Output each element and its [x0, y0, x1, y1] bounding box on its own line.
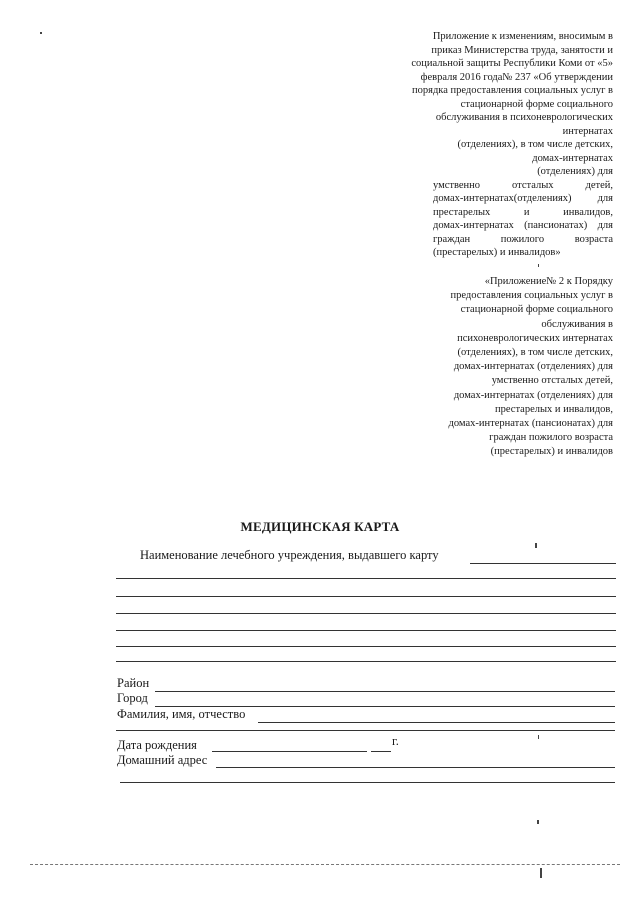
institution-label: Наименование лечебного учреждения, выдавшего карту — [140, 548, 439, 562]
order-note-line: умственно отсталых детей, — [491, 375, 613, 387]
order-note-line: престарелых и инвалидов, — [495, 403, 613, 415]
annex-note-justified-line: граждан пожилого возраста — [433, 233, 613, 245]
annex-note — [378, 30, 613, 260]
institution-field-line[interactable] — [116, 596, 616, 597]
page-edge-line — [30, 864, 620, 865]
annex-note-justified-line: умственно отсталых детей, — [433, 179, 613, 191]
home-address-field-line[interactable] — [120, 782, 615, 783]
birth-year-field-line[interactable] — [371, 751, 391, 752]
annex-note-line: Приложение к изменениям, вносимым в — [432, 31, 613, 42]
home-address-field-line[interactable] — [216, 767, 615, 768]
birth-date-label: Дата рождения — [117, 738, 197, 752]
district-field-line[interactable] — [155, 691, 615, 692]
order-note-line: домах-интернатах (отделениях) для — [453, 389, 613, 401]
home-address-label: Домашний адрес — [117, 753, 208, 767]
annex-note-line: стационарной форме социального — [460, 98, 613, 110]
order-note-line: обслуживания в — [541, 318, 613, 330]
scan-speck — [538, 264, 539, 267]
order-note-line: домах-интернатах (пансионатах) для — [448, 418, 613, 430]
order-note-line: «Приложение№ 2 к Порядку — [484, 276, 613, 287]
annex-note-justified-line: домах-интернатах(отделениях) для — [433, 193, 613, 204]
annex-note-line: (отделениях), в том числе детских, — [457, 139, 613, 150]
order-annex-note — [400, 275, 613, 460]
annex-note-justified-line: престарелых и инвалидов, — [433, 206, 613, 218]
order-note-line: стационарной форме социального — [460, 304, 613, 316]
scan-speck — [535, 543, 537, 548]
order-note-line: предоставления социальных услуг в — [450, 290, 613, 302]
institution-field-line[interactable] — [116, 646, 616, 647]
annex-note-line: (отделениях) для — [537, 166, 613, 177]
annex-note-line: интернатах — [562, 125, 613, 137]
annex-note-line: домах-интернатах — [532, 152, 613, 164]
order-note-line: психоневрологических интернатах — [457, 332, 613, 344]
annex-note-line: социальной защиты Республики Коми от «5» — [411, 58, 613, 69]
annex-note-justified-line: (престарелых) и инвалидов» — [433, 247, 561, 258]
order-note-line: (престарелых) и инвалидов — [490, 446, 613, 458]
city-label: Город — [117, 691, 148, 705]
order-note-line: (отделениях), в том числе детских, — [457, 347, 613, 359]
annex-note-line: порядка предоставления социальных услуг в — [412, 85, 613, 96]
order-note-line: домах-интернатах (отделениях) для — [453, 361, 613, 373]
district-label: Район — [117, 676, 150, 690]
institution-field-line[interactable] — [116, 613, 616, 614]
order-note-line: граждан пожилого возраста — [489, 432, 613, 444]
birth-date-field-line[interactable] — [212, 751, 367, 752]
document-title: МЕДИЦИНСКАЯ КАРТА — [240, 519, 400, 534]
scan-speck — [537, 820, 539, 824]
full-name-field-line[interactable] — [258, 722, 615, 723]
annex-note-line: приказ Министерства труда, занятости и — [431, 44, 613, 56]
year-suffix: г. — [392, 734, 399, 748]
scan-speck — [40, 32, 42, 34]
scan-speck — [538, 735, 539, 739]
institution-field-line[interactable] — [116, 578, 616, 579]
full-name-field-line[interactable] — [116, 730, 615, 731]
annex-note-line: обслуживания в психоневрологических — [435, 112, 613, 123]
full-name-label: Фамилия, имя, отчество — [117, 707, 246, 721]
institution-field-line[interactable] — [470, 563, 616, 564]
annex-note-line: февраля 2016 года№ 237 «Об утверждении — [420, 71, 613, 83]
institution-field-line[interactable] — [116, 661, 616, 662]
annex-note-justified-line: домах-интернатах (пансионатах) для — [433, 220, 613, 231]
scan-speck — [540, 868, 542, 878]
institution-field-line[interactable] — [116, 630, 616, 631]
